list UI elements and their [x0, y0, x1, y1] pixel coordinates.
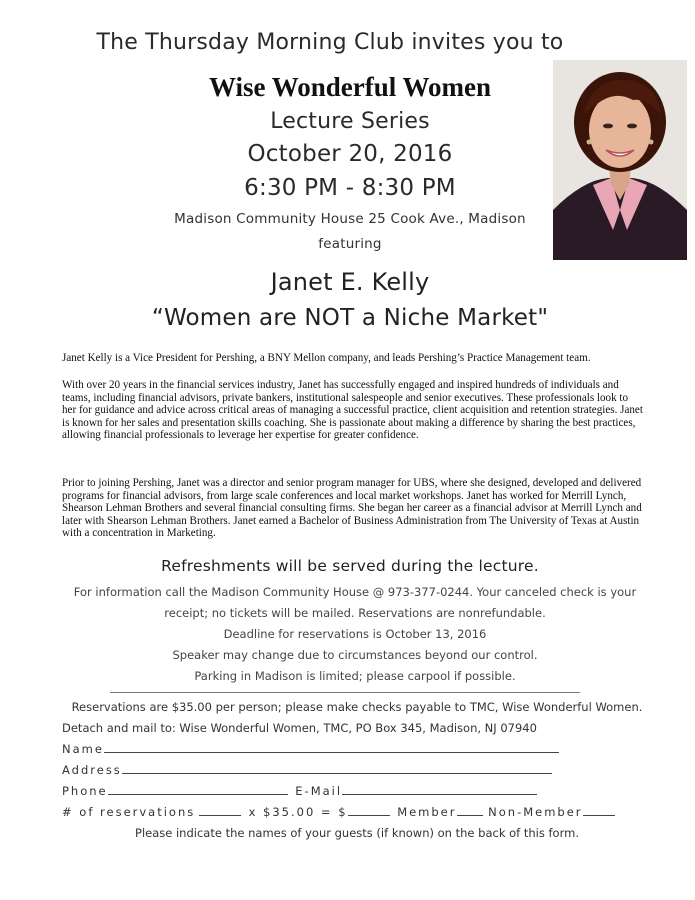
name-label: Name: [62, 742, 104, 756]
reservations-label: # of reservations: [62, 805, 196, 819]
reservation-form: [62, 700, 652, 847]
nonmember-label: Non-Member: [488, 805, 583, 819]
nonmember-field[interactable]: [583, 805, 615, 816]
invite-line: The Thursday Morning Club invites you to: [96, 30, 564, 55]
bio-paragraph-3: Prior to joining Pershing, Janet was a director and senior program manager for UBS, where she designed, developed and delivered programs for financial advisors, from large scale conferences and local market workshops. Janet has worked for Merrill Lynch, Shearson Lehman Brothers and several financial consulting firms. She began her career as a financial advisor at Merrill Lynch and later with Shearson Lehman Brothers. Janet earned a Bachelor of Business Administration from The University of Texas at Austin with a concentration in Marketing.: [62, 477, 642, 540]
lecture-topic: “Women are NOT a Niche Market": [151, 305, 549, 331]
reservations-row: [62, 805, 652, 826]
info-block: [70, 582, 640, 687]
info-line-parking: Parking in Madison is limited; please carpool if possible.: [194, 669, 516, 683]
info-line-deadline: Deadline for reservations is October 13, 2016: [223, 627, 487, 641]
phone-label: Phone: [62, 784, 108, 798]
event-venue: Madison Community House 25 Cook Ave., Madison: [174, 211, 526, 227]
series-subtitle: Lecture Series: [270, 109, 430, 134]
speaker-name: Janet E. Kelly: [270, 268, 430, 296]
member-field[interactable]: [457, 805, 483, 816]
bio-paragraph-1: Janet Kelly is a Vice President for Pershing, a BNY Mellon company, and leads Pershing’s Practice Management team.: [62, 352, 591, 364]
event-title: Wise Wonderful Women: [208, 72, 492, 102]
featuring-label: featuring: [318, 236, 382, 252]
speaker-photo: [553, 60, 687, 260]
mail-line: Detach and mail to: Wise Wonderful Women, TMC, PO Box 345, Madison, NJ 07940: [62, 721, 537, 735]
phone-field[interactable]: [108, 784, 288, 795]
name-row: [62, 742, 652, 763]
info-line-receipt: receipt; no tickets will be mailed. Reservations are nonrefundable.: [164, 606, 546, 620]
event-date: October 20, 2016: [247, 141, 453, 167]
bio-paragraph-2: With over 20 years in the financial services industry, Janet has successfully engaged and inspired hundreds of individuals and teams, including financial advisors, private bankers, institutional salespeople and senior executives. These professionals look to her for guidance and advice across critical areas of managing a successful practice, client acquisition and retention strategies. Janet is known for her sales and presentation skills coaching. She is passionate about making a difference by sharing the best practices, allowing financial professionals to leverage her expertise for greater confidence.: [62, 379, 643, 442]
refreshments-note: Refreshments will be served during the lecture.: [161, 557, 539, 575]
email-field[interactable]: [342, 784, 537, 795]
price-line: Reservations are $35.00 per person; please make checks payable to TMC, Wise Wonderful Women.: [71, 700, 643, 714]
price-multiply-text: x $35.00 = $: [248, 805, 348, 819]
info-line-contact: For information call the Madison Community House @ 973-377-0244. Your canceled check is your: [73, 585, 637, 599]
address-field[interactable]: [122, 763, 552, 774]
member-label: Member: [397, 805, 457, 819]
email-label: E-Mail: [295, 784, 343, 798]
form-divider: [110, 692, 580, 693]
speaker-portrait-image: [553, 60, 687, 260]
name-field[interactable]: [104, 742, 559, 753]
reservations-count-field[interactable]: [199, 805, 241, 816]
total-amount-field[interactable]: [348, 805, 390, 816]
address-label: Address: [62, 763, 122, 777]
address-row: [62, 763, 652, 784]
event-time: 6:30 PM - 8:30 PM: [244, 175, 456, 201]
info-line-speaker-change: Speaker may change due to circumstances beyond our control.: [172, 648, 538, 662]
phone-row: [62, 784, 652, 805]
guests-note: Please indicate the names of your guests (if known) on the back of this form.: [135, 826, 579, 840]
